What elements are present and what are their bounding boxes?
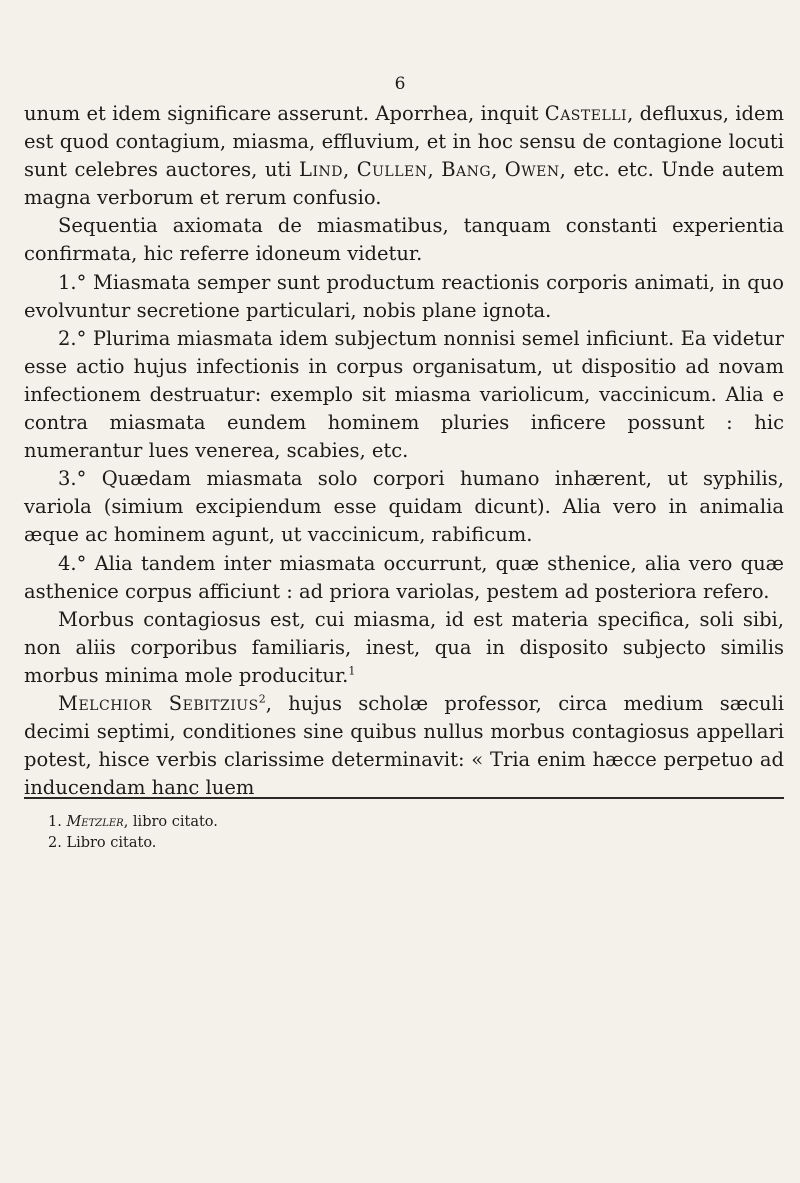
text-run: , — [427, 158, 442, 182]
author-name: Melchior Sebitzius — [58, 691, 259, 715]
footnote-ref: 2 — [258, 692, 266, 706]
text-run: , — [491, 158, 505, 182]
paragraph-p2 — [24, 212, 784, 268]
page-number: 6 — [394, 74, 406, 94]
footnote-author: Metzler — [66, 814, 124, 830]
text-run: , defluxus, idem est quod contagium, miasma, effluvium, et in hoc sensu de contagione locuti sunt celebres auctores, uti — [24, 102, 784, 182]
footnote-number: 2. — [48, 835, 67, 851]
text-run: , hujus scholæ professor, circa medium sæculi decimi septimi, conditiones sine quibus nullus morbus contagiosus appellari potest, hisce verbis clarissime determinavit: « Tria enim hæcce perpetuo ad inducendam hanc luem — [24, 691, 784, 800]
footnote-number: 1. — [48, 814, 67, 830]
author-name: Bang — [441, 158, 492, 182]
paragraph-p8 — [24, 690, 784, 802]
text-run: , — [342, 158, 357, 182]
paragraph-p5 — [24, 465, 784, 549]
text-run: 4.° Alia tandem inter miasmata occurrunt, quæ sthenice, alia vero quæ asthenice corpus afficiunt : ad priora variolas, pestem ad posteriora refero. — [24, 551, 784, 603]
paragraph-p1 — [24, 100, 784, 212]
text-run: Sequentia axiomata de miasmatibus, tanquam constanti experientia confirmata, hic referre idoneum videtur. — [24, 214, 784, 266]
footnote-ref: 1 — [348, 664, 356, 678]
text-run: unum et idem significare asserunt. Aporrhea, inquit — [24, 102, 545, 125]
footnotes — [48, 812, 748, 854]
footnote-item — [48, 812, 748, 833]
text-run: 2.° Plurima miasmata idem subjectum nonnisi semel inficiunt. Ea videtur esse actio hujus infectionis in corpus organisatum, ut dispositio ad novam infectionem destruatur: exemplo sit miasma variolicum, vaccinicum. Alia e contra miasmata eundem hominem pluries inficere possunt : hic numerantur lues venerea, scabies, etc. — [24, 326, 784, 463]
footnote-item — [48, 833, 748, 854]
author-name: Cullen — [356, 158, 428, 182]
footnote-text: Libro citato. — [66, 835, 157, 851]
text-run: 3.° Quædam miasmata solo corpori humano inhærent, ut syphilis, variola (simium excipiendum esse quidam dicunt). Alia vero in animalia æque ac hominem agunt, ut vaccinicum, rabificum. — [24, 467, 784, 547]
author-name: Castelli — [544, 102, 628, 125]
paragraph-p4 — [24, 325, 784, 465]
author-name: Owen — [504, 158, 560, 182]
body-text — [24, 100, 784, 802]
footnote-text: , libro citato. — [123, 814, 218, 830]
text-run: Morbus contagiosus est, cui miasma, id est materia specifica, soli sibi, non aliis corporibus familiaris, inest, qua in disposito subjecto similis morbus minima mole producitur. — [24, 607, 784, 687]
paragraph-p7 — [24, 606, 784, 690]
footnote-divider — [24, 797, 784, 799]
author-name: Lind — [299, 158, 343, 182]
text-run: , etc. etc. Unde autem magna verborum et rerum confusio. — [24, 158, 784, 210]
paragraph-p6 — [24, 550, 784, 606]
text-run: 1.° Miasmata semper sunt productum reactionis corporis animati, in quo evolvuntur secretione particulari, nobis plane ignota. — [24, 270, 784, 322]
paragraph-p3 — [24, 269, 784, 325]
